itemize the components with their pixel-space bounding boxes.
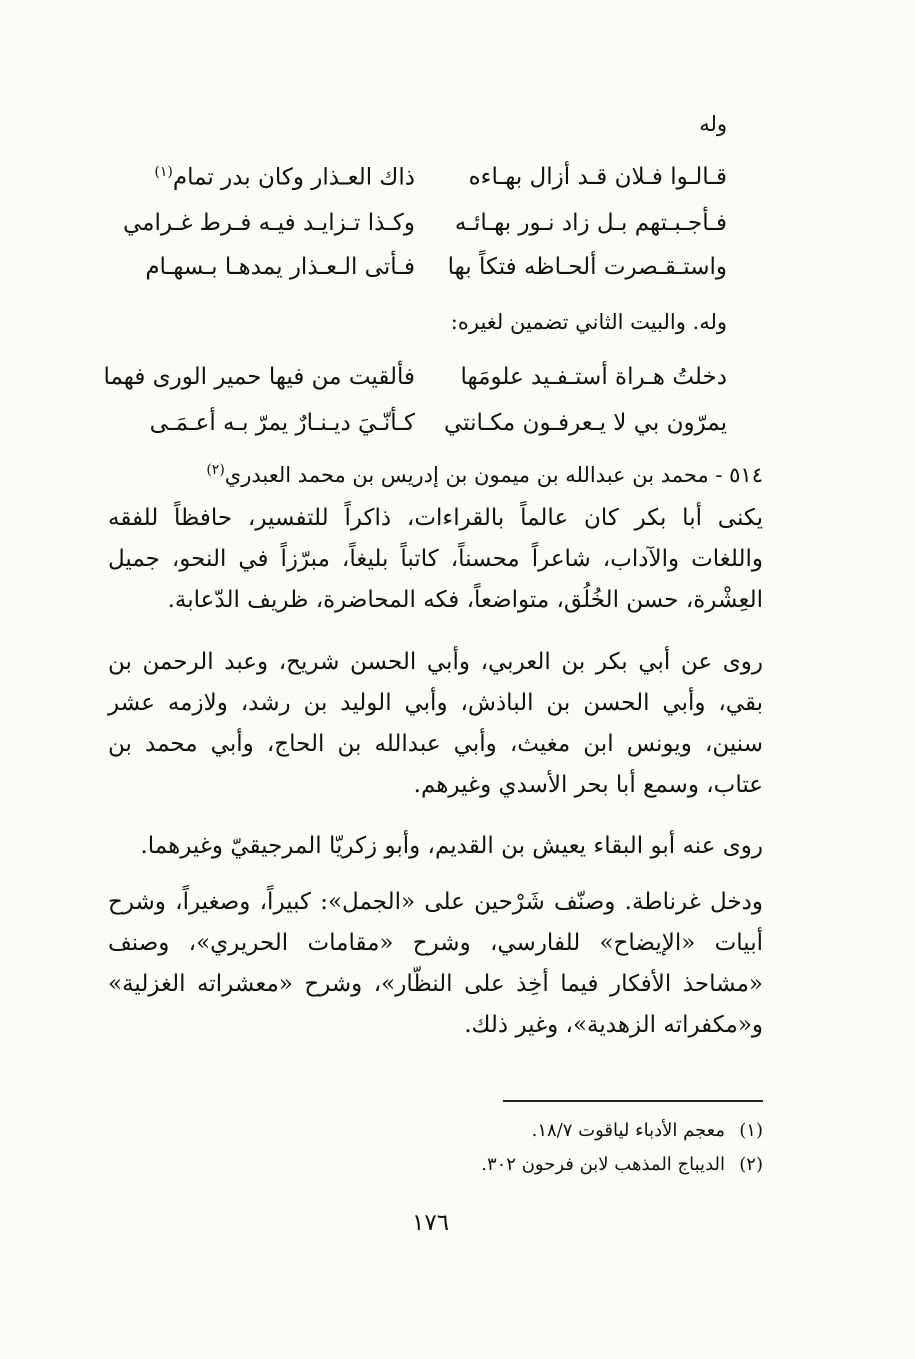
verse-5-first-hemistich: يمرّون بي لا يـعرفـون مكـانتي [443, 410, 727, 436]
biography-paragraph-2: روى عن أبي بكر بن العربي، وأبي الحسن شريح، وعبد الرحمن بن بقي، وأبي الحسن بن الباذش، وأبي الوليد بن رشد، ولازمه عشر سنين، ويونس ابن مغيث، وأبي عبدالله بن الحاج، وأبي محمد بن عتاب، وسمع أبا بحر الأسدي وغيرهم. [108, 649, 763, 798]
page-number: ١٧٦ [412, 1210, 450, 1236]
verse-2-first-hemistich: فـأجـبـتهم بـل زاد نـور بهـائـه [454, 210, 727, 236]
verse-4-first-hemistich: دخلتُ هـراة أستـفـيد علومَها [460, 364, 727, 390]
footnote-2-text: الديباج المذهب لابن فرحون ٣٠٢. [481, 1154, 725, 1175]
verse-3-first-hemistich: واستـقـصرت ألحـاظه فتكاً بها [447, 254, 727, 280]
entry-title [206, 462, 763, 487]
footnote-1-number: (١) [739, 1120, 763, 1141]
footnote-1 [532, 1120, 763, 1141]
entry-title-text: ٥١٤ - محمد بن عبدالله بن ميمون بن إدريس بن محمد العبدري [224, 463, 763, 487]
poem-heading: وله [699, 112, 727, 136]
verse-text: ذاك العـذار وكان بدر تمام [172, 164, 415, 191]
footnote-marker-2: (٢) [206, 462, 225, 478]
verse-1-second-hemistich [154, 164, 415, 191]
biography-paragraph-3: روى عنه أبو البقاء يعيش بن القديم، وأبو زكريّا المرجيقيّ وغيرهما. [140, 833, 763, 859]
footnote-2 [481, 1154, 763, 1175]
second-poem-heading: وله. والبيت الثاني تضمين لغيره: [450, 310, 727, 334]
footnote-1-text: معجم الأدباء لياقوت ١٨/٧. [531, 1120, 725, 1141]
footnote-marker-1: (١) [154, 164, 173, 180]
verse-5-second-hemistich: كـأنّـيَ ديـنـارٌ يمرّ بـه أعـمَـى [149, 410, 415, 436]
verse-3-second-hemistich: فـأتى الـعـذار يمدهـا بـسهـام [145, 254, 415, 280]
footnote-2-number: (٢) [739, 1154, 763, 1175]
verse-2-second-hemistich: وكـذا تـزايـد فيـه فـرط غـرامي [123, 210, 415, 236]
biography-paragraph-1: يكنى أبا بكر كان عالماً بالقراءات، ذاكراً للتفسير، حافظاً للفقه واللغات والآداب، شاعراً محسناً، كاتباً بليغاً، مبرّزاً في النحو، جميل العِشْرة، حسن الخُلُق، متواضعاً، فكه المحاضرة، ظريف الدّعابة. [108, 505, 763, 613]
footnote-divider [503, 1100, 763, 1102]
verse-1-first-hemistich: قـالـوا فـلان قـد أزال بهـاءه [468, 164, 727, 190]
verse-4-second-hemistich: فألقيت من فيها حمير الورى فهما [103, 364, 415, 390]
biography-paragraph-4: ودخل غرناطة. وصنّف شَرْحين على «الجمل»: كبيراً، وصغيراً، وشرح أبيات «الإيضاح» للفارسي، وشرح «مقامات الحريري»، وصنف «مشاحذ الأفكار فيما أخِذ على النظّار»، وشرح «معشراته الغزلية» و«مكفراته الزهدية»، وغير ذلك. [108, 889, 763, 1038]
